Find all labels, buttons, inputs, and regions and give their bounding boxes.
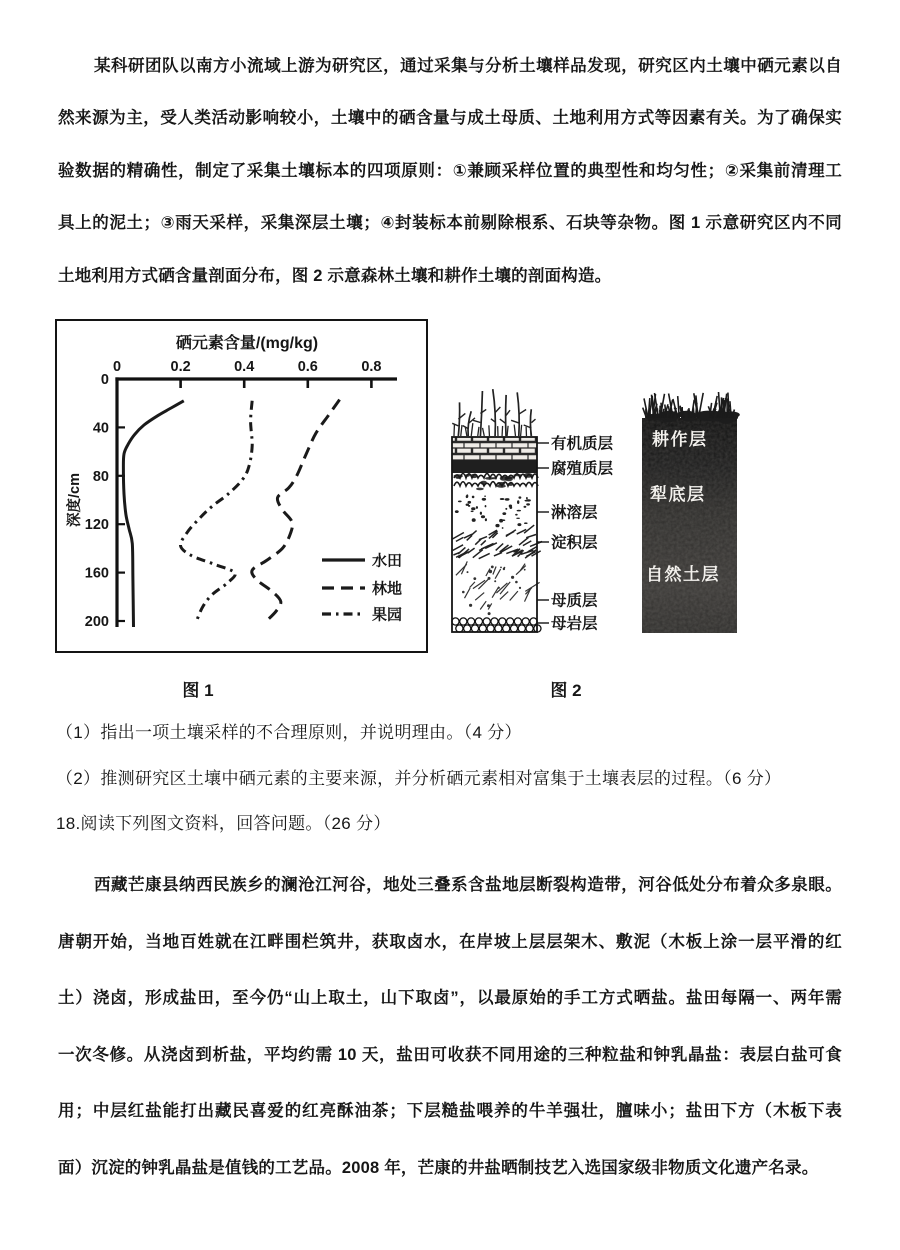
legend-label-forest: 林地 <box>372 580 403 598</box>
forest-soil-column <box>452 389 542 632</box>
x-tick-label: 0.2 <box>170 359 191 375</box>
x-tick-label: 0.6 <box>297 359 318 375</box>
text-line: 验数据的精确性，制定了采集土壤标本的四项原则：①兼顾采样位置的典型性和均匀性；②采集前清理工 <box>58 161 842 180</box>
legend-label-paddy: 水田 <box>372 552 403 570</box>
text-line: 一次冬修。从浇卤到析盐，平均约需 10 天，盐田可收获不同用途的三种粒盐和钟乳晶盐：表层白盐可食 <box>58 1045 842 1064</box>
series-line-orchard <box>180 401 252 621</box>
layer-label-eluvial: 淋溶层 <box>551 504 598 522</box>
y-tick-label: 160 <box>84 565 109 582</box>
cultivated-column-grain <box>642 418 737 633</box>
series-line-paddy <box>123 401 183 627</box>
y-tick-label: 40 <box>92 420 109 437</box>
layer-label-natural-soil: 自然土层 <box>646 565 720 584</box>
salt-field-paragraph <box>58 857 842 1197</box>
layer-label-plough-pan: 犁底层 <box>650 485 706 504</box>
x-tick-label: 0.4 <box>234 359 255 375</box>
y-tick-label: 200 <box>84 614 109 630</box>
text-line: 土地利用方式硒含量剖面分布，图 2 示意森林土壤和耕作土壤的剖面构造。 <box>58 266 612 285</box>
chart-title: 硒元素含量/(mg/kg) <box>175 335 319 352</box>
soil-texture-art <box>452 389 542 632</box>
layer-label-organic: 有机质层 <box>551 435 614 453</box>
cultivated-soil-column <box>642 392 740 633</box>
text-line: 某科研团队以南方小流域上游为研究区，通过采集与分析土壤样品发现，研究区内土壤中硒元素以自 <box>94 57 842 75</box>
text-line: 土）浇卤，形成盐田，至今仍“山上取土，山下取卤”，以最原始的手工方式晒盐。盐田每隔一、两年需 <box>58 989 842 1008</box>
layer-label-parent-material: 母质层 <box>551 592 598 610</box>
text-line: 用；中层红盐能打出藏民喜爱的红亮酥油茶；下层糙盐喂养的牛羊强壮，膻味小；盐田下方（木板下表 <box>58 1102 842 1121</box>
layer-label-plough: 耕作层 <box>652 430 708 449</box>
y-tick-label: 0 <box>100 372 109 388</box>
legend-label-orchard: 果园 <box>372 606 403 624</box>
figure2-soil-profiles <box>440 370 760 660</box>
humus-layer-band <box>452 460 537 473</box>
figure1-caption: 图 1 <box>182 681 214 700</box>
layer-connectors <box>537 443 549 623</box>
grass-tufts-art <box>643 392 740 424</box>
y-axis-label: 深度/cm <box>67 473 83 527</box>
question-2: （2）推测研究区土壤中硒元素的主要来源，并分析硒元素相对富集于土壤表层的过程。（6 分） <box>56 768 782 788</box>
figure1-selenium-chart-frame <box>55 319 428 653</box>
text-line: 然来源为主，受人类活动影响较小，土壤中的硒含量与成土母质、土地利用方式等因素有关。为了确保实 <box>58 109 842 128</box>
question-18-header: 18.阅读下列图文资料，回答问题。（26 分） <box>56 814 391 833</box>
text-line: 西藏芒康县纳西民族乡的澜沧江河谷，地处三叠系含盐地层断裂构造带，河谷低处分布着众多泉眼。 <box>94 876 842 894</box>
x-tick-label: 0.8 <box>361 359 382 375</box>
y-tick-label: 120 <box>84 517 109 534</box>
intro-paragraph <box>58 40 842 302</box>
x-tick-label: 0 <box>112 359 122 375</box>
question-block <box>56 710 862 847</box>
selenium-depth-chart <box>57 321 425 650</box>
text-line: 面）沉淀的钟乳晶盐是值钱的工艺品。2008 年，芒康的井盐晒制技艺入选国家级非物质文化遗产名录。 <box>58 1158 819 1177</box>
organic-layer-band <box>452 437 537 460</box>
text-line: 唐朝开始，当地百姓就在江畔围栏筑井，获取卤水，在岸坡上层层架木、敷泥（木板上涂一层平滑的红 <box>58 932 842 951</box>
layer-label-illuvial: 淀积层 <box>551 534 598 552</box>
question-1: （1）指出一项土壤采样的不合理原则，并说明理由。（4 分） <box>56 723 522 742</box>
layer-label-humus: 腐殖质层 <box>551 460 614 478</box>
figure2-caption: 图 2 <box>550 681 582 700</box>
text-line: 具上的泥土；③雨天采样，采集深层土壤；④封装标本前剔除根系、石块等杂物。图 1 示意研究区内不同 <box>58 214 842 233</box>
layer-label-parent-rock: 母岩层 <box>551 615 598 633</box>
y-tick-label: 80 <box>92 468 109 485</box>
